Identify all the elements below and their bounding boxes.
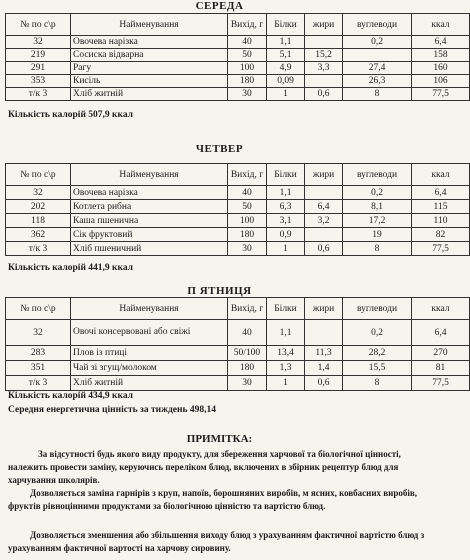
cell-protein: 5,1 <box>267 49 305 62</box>
cell-kcal: 81 <box>412 361 470 376</box>
cell-num: 362 <box>6 228 71 242</box>
cell-protein: 0,9 <box>267 228 305 242</box>
col-header-num: № по с\р <box>6 298 71 320</box>
cell-name: Кисіль <box>71 75 228 88</box>
cell-kcal: 77,5 <box>412 376 470 391</box>
day-title-wednesday: СЕРЕДА <box>195 0 244 12</box>
cell-fat: 0,6 <box>305 88 343 101</box>
cell-fat: 11,3 <box>305 346 343 361</box>
table-row <box>6 200 470 214</box>
cell-num: 118 <box>6 214 71 228</box>
col-header-name: Найменування <box>71 164 228 186</box>
cell-carbs: 15,5 <box>343 361 412 376</box>
table-row <box>6 376 470 391</box>
cell-kcal: 6,4 <box>412 186 470 200</box>
cell-name: Плов із птиці <box>71 346 228 361</box>
cell-fat: 0,6 <box>305 242 343 256</box>
col-header-protein: Білки <box>267 298 305 320</box>
cell-num: т/к 3 <box>6 376 71 391</box>
day-title-friday: П ЯТНИЦЯ <box>187 285 252 297</box>
note-title: ПРИМІТКА: <box>186 433 253 445</box>
cell-out: 180 <box>228 361 267 376</box>
cell-kcal: 106 <box>412 75 470 88</box>
cell-num: 202 <box>6 200 71 214</box>
table-row <box>6 36 470 49</box>
col-header-name: Найменування <box>71 298 228 320</box>
cell-protein: 1,1 <box>267 36 305 49</box>
note-paragraph-1: За відсутності будь якого виду продукту, для збереження харчової та біологічної цінності, належить провести заміну, керуючись переліком блюд, включених в збірник рецептур блюд для харчування школярів. <box>8 449 401 485</box>
cell-out: 100 <box>228 214 267 228</box>
cell-fat: 3,2 <box>305 214 343 228</box>
table-row <box>6 242 470 256</box>
cell-name: Каша пшенична <box>71 214 228 228</box>
col-header-kcal: ккал <box>412 298 470 320</box>
cell-name: Овочі консервовані або свіжі <box>71 320 228 346</box>
table-row <box>6 75 470 88</box>
cell-protein: 1,1 <box>267 186 305 200</box>
cell-kcal: 110 <box>412 214 470 228</box>
cell-kcal: 6,4 <box>412 36 470 49</box>
cell-out: 50 <box>228 49 267 62</box>
cell-protein: 1 <box>267 376 305 391</box>
cell-num: 351 <box>6 361 71 376</box>
cell-fat <box>305 186 343 200</box>
col-header-fat: жири <box>305 298 343 320</box>
cell-protein: 13,4 <box>267 346 305 361</box>
cell-num: т/к 3 <box>6 88 71 101</box>
cell-name: Овочева нарізка <box>71 186 228 200</box>
cell-fat: 3,3 <box>305 62 343 75</box>
col-header-protein: Білки <box>267 14 305 36</box>
cell-out: 40 <box>228 186 267 200</box>
cell-carbs: 8 <box>343 242 412 256</box>
cell-protein: 6,3 <box>267 200 305 214</box>
cell-fat <box>305 36 343 49</box>
menu-table-thursday <box>5 163 470 256</box>
cell-carbs: 28,2 <box>343 346 412 361</box>
col-header-out: Вихід, г <box>228 164 267 186</box>
cell-out: 180 <box>228 75 267 88</box>
cell-fat <box>305 320 343 346</box>
cell-protein: 3,1 <box>267 214 305 228</box>
cell-protein: 1,1 <box>267 320 305 346</box>
cell-carbs: 8 <box>343 376 412 391</box>
calorie-total-friday: Кількість калорій 434,9 ккал <box>8 391 134 401</box>
menu-table-wednesday <box>5 13 470 101</box>
cell-out: 30 <box>228 376 267 391</box>
table-row <box>6 228 470 242</box>
col-header-name: Найменування <box>71 14 228 36</box>
cell-num: 32 <box>6 186 71 200</box>
table-row <box>6 49 470 62</box>
cell-carbs: 8,1 <box>343 200 412 214</box>
col-header-carbs: вуглеводи <box>343 14 412 36</box>
col-header-carbs: вуглеводи <box>343 298 412 320</box>
cell-carbs: 0,2 <box>343 186 412 200</box>
cell-protein: 4,9 <box>267 62 305 75</box>
col-header-protein: Білки <box>267 164 305 186</box>
cell-kcal: 82 <box>412 228 470 242</box>
cell-name: Чай зі згущ/молоком <box>71 361 228 376</box>
cell-name: Хліб пшеничний <box>71 242 228 256</box>
col-header-fat: жири <box>305 164 343 186</box>
cell-fat <box>305 75 343 88</box>
table-header-row <box>6 298 470 320</box>
cell-carbs: 0,2 <box>343 320 412 346</box>
cell-num: 283 <box>6 346 71 361</box>
table-row <box>6 320 470 346</box>
note-paragraph-2: Дозволяється заміна гарнірів з круп, напоїв, борошняних виробів, м ясних, ковбасних виробів, фруктів рівноцінними продуктами за біологічною цінністю та вартістю блюд. <box>8 488 417 511</box>
cell-out: 180 <box>228 228 267 242</box>
cell-out: 40 <box>228 320 267 346</box>
cell-kcal: 270 <box>412 346 470 361</box>
table-header-row <box>6 164 470 186</box>
cell-fat <box>305 228 343 242</box>
cell-kcal: 77,5 <box>412 88 470 101</box>
cell-carbs: 0,2 <box>343 36 412 49</box>
table-row <box>6 186 470 200</box>
cell-kcal: 160 <box>412 62 470 75</box>
cell-protein: 1 <box>267 242 305 256</box>
col-header-kcal: ккал <box>412 164 470 186</box>
table-row <box>6 88 470 101</box>
cell-name: Овочева нарізка <box>71 36 228 49</box>
cell-carbs: 27,4 <box>343 62 412 75</box>
cell-num: 32 <box>6 36 71 49</box>
cell-kcal: 115 <box>412 200 470 214</box>
cell-fat: 0,6 <box>305 376 343 391</box>
cell-carbs: 19 <box>343 228 412 242</box>
table-row <box>6 62 470 75</box>
cell-out: 50 <box>228 200 267 214</box>
cell-name: Рагу <box>71 62 228 75</box>
calorie-total-thursday: Кількість калорій 441,9 ккал <box>8 263 134 273</box>
cell-name: Хліб житній <box>71 376 228 391</box>
cell-out: 100 <box>228 62 267 75</box>
cell-out: 30 <box>228 242 267 256</box>
cell-name: Сосиска відварна <box>71 49 228 62</box>
calorie-total-wednesday: Кількість калорій 507,9 ккал <box>8 110 134 120</box>
cell-kcal: 77,5 <box>412 242 470 256</box>
col-header-fat: жири <box>305 14 343 36</box>
cell-num: т/к 3 <box>6 242 71 256</box>
col-header-num: № по с\р <box>6 164 71 186</box>
menu-table-friday <box>5 297 470 391</box>
cell-carbs <box>343 49 412 62</box>
cell-num: 219 <box>6 49 71 62</box>
cell-num: 32 <box>6 320 71 346</box>
cell-protein: 1,3 <box>267 361 305 376</box>
cell-kcal: 6,4 <box>412 320 470 346</box>
table-header-row <box>6 14 470 36</box>
table-row <box>6 214 470 228</box>
cell-out: 50/100 <box>228 346 267 361</box>
col-header-carbs: вуглеводи <box>343 164 412 186</box>
cell-carbs: 17,2 <box>343 214 412 228</box>
col-header-out: Вихід, г <box>228 298 267 320</box>
day-title-thursday: ЧЕТВЕР <box>195 143 244 155</box>
cell-kcal: 158 <box>412 49 470 62</box>
cell-out: 40 <box>228 36 267 49</box>
col-header-num: № по с\р <box>6 14 71 36</box>
table-row <box>6 346 470 361</box>
cell-out: 30 <box>228 88 267 101</box>
cell-carbs: 8 <box>343 88 412 101</box>
cell-name: Сік фруктовий <box>71 228 228 242</box>
cell-name: Хліб житній <box>71 88 228 101</box>
cell-num: 353 <box>6 75 71 88</box>
cell-protein: 0,09 <box>267 75 305 88</box>
cell-name: Котлета рибна <box>71 200 228 214</box>
cell-fat: 6,4 <box>305 200 343 214</box>
table-row <box>6 361 470 376</box>
cell-num: 291 <box>6 62 71 75</box>
cell-protein: 1 <box>267 88 305 101</box>
weekly-energy-value: Середня енергетична цінність за тиждень 498,14 <box>8 405 217 415</box>
cell-carbs: 26,3 <box>343 75 412 88</box>
cell-fat: 15,2 <box>305 49 343 62</box>
cell-fat: 1,4 <box>305 361 343 376</box>
note-paragraph-3: Дозволяється зменшення або збільшення виходу блюд з урахуванням фактичної вартістю блюд з урахуванням фактичної вартості на харчову сировину. <box>8 530 425 553</box>
col-header-kcal: ккал <box>412 14 470 36</box>
col-header-out: Вихід, г <box>228 14 267 36</box>
